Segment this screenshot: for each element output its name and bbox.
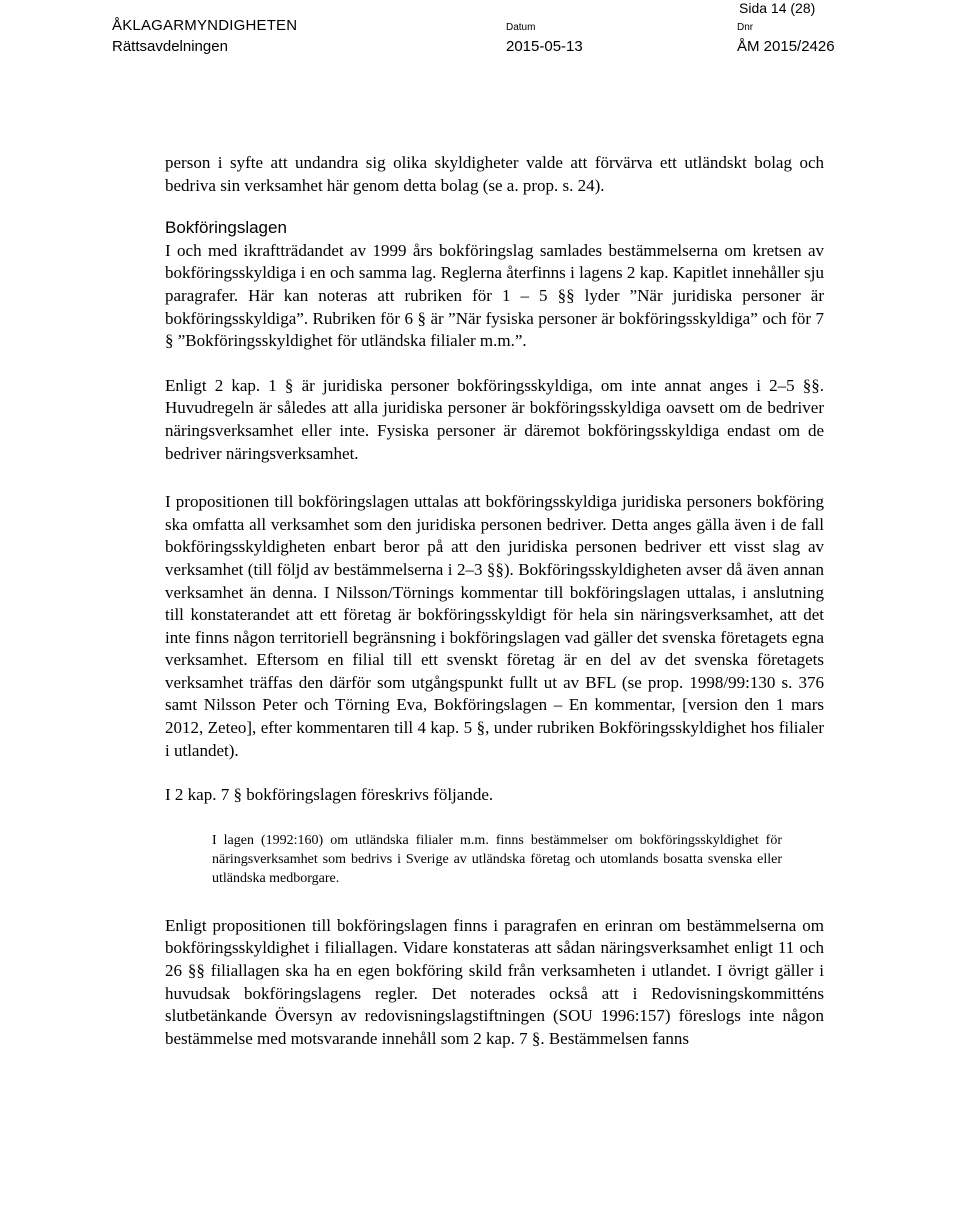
page-number: Sida 14 (28) bbox=[739, 0, 816, 16]
paragraph-1: person i syfte att undandra sig olika skyldigheter valde att förvärva ett utländskt bolag och bedriva sin verksamhet här genom detta bolag (se a. prop. s. 24). bbox=[165, 153, 824, 195]
department-name: Rättsavdelningen bbox=[112, 38, 228, 55]
date-label: Datum bbox=[506, 22, 536, 33]
paragraph-3: Enligt 2 kap. 1 § är juridiska personer bokföringsskyldiga, om inte annat anges i 2–5 §§. Huvudregeln är således att alla juridiska personer är bokföringsskyldiga oavsett om de bedriver näringsverksamhet eller inte. Fysiska personer är däremot bokföringsskyldiga endast om de bedriver näringsverksamhet. bbox=[165, 375, 824, 463]
organization-name: ÅKLAGARMYNDIGHETEN bbox=[112, 17, 298, 34]
dnr-label: Dnr bbox=[737, 22, 754, 33]
paragraph-2: I och med ikraftträdandet av 1999 års bokföringslag samlades bestämmelserna om kretsen av bokföringsskyldiga i en och samma lag. Reglerna återfinns i lagens 2 kap. Kapitlet innehåller sju paragrafer. Här kan noteras att rubriken för 1 – 5 §§ lyder ”När juridiska personer är bokföringsskyldiga”. Rubriken för 6 § är ”När fysiska personer är bokföringsskyldiga” och för 7 § ”Bokföringsskyldighet för utländska filialer m.m.”. bbox=[165, 240, 824, 351]
date-value: 2015-05-13 bbox=[506, 38, 583, 55]
law-quote: I lagen (1992:160) om utländska filialer m.m. finns bestämmelser om bokföringsskyldighet för näringsverksamhet som bedrivs i Sverige av utländska företag och utomlands bosatta svenska eller utländska medborgare. bbox=[212, 832, 782, 887]
paragraph-5: I 2 kap. 7 § bokföringslagen föreskrivs följande. bbox=[165, 785, 494, 805]
section-heading: Bokföringslagen bbox=[165, 218, 287, 238]
dnr-value: ÅM 2015/2426 bbox=[737, 38, 835, 55]
paragraph-4: I propositionen till bokföringslagen uttalas att bokföringsskyldiga juridiska personers bokföring ska omfatta all verksamhet som den juridiska personen bedriver. Detta anges gälla även i de fall bokföringsskyldigheten enbart beror på att den juridiska personen bedriver ett visst slag av verksamhet (till följd av bestämmelserna i 2–3 §§). Bokföringsskyldigheten avser då även annan verksamhet än denna. I Nilsson/Törnings kommentar till bokföringslagen uttalas, i anslutning till konstaterandet att ett företag är bokföringsskyldigt för hela sin näringsverksamhet, att det inte finns någon territoriell begränsning i bokföringslagen vad gäller det svenska företagets egna verksamhet. Eftersom en filial till ett svenskt företag är en del av det svenska företagets verksamhet träffas den därför som utgångspunkt fullt ut av BFL (se prop. 1998/99:130 s. 376 samt Nilsson Peter och Törning Eva, Bokföringslagen – En kommentar, [version den 1 mars 2012, Zeteo], efter kommentaren till 4 kap. 5 §, under rubriken Bokföringsskyldighet hos filialer i utlandet). bbox=[165, 492, 824, 760]
document-body bbox=[165, 152, 824, 1050]
paragraph-6: Enligt propositionen till bokföringslagen finns i paragrafen en erinran om bestämmelserna om bokföringsskyldighet i filiallagen. Vidare konstateras att sådan näringsverksamhet enligt 11 och 26 §§ filiallagen ska ha en egen bokföring skild från verksamheten i utlandet. I övrigt gäller i huvudsak bokföringslagens regler. Det noterades också att i Redovisningskommitténs slutbetänkande Översyn av redovisningslagstiftningen (SOU 1996:157) föreslogs inte någon bestämmelse med motsvarande innehåll som 2 kap. 7 §. Bestämmelsen fanns bbox=[165, 915, 824, 1048]
